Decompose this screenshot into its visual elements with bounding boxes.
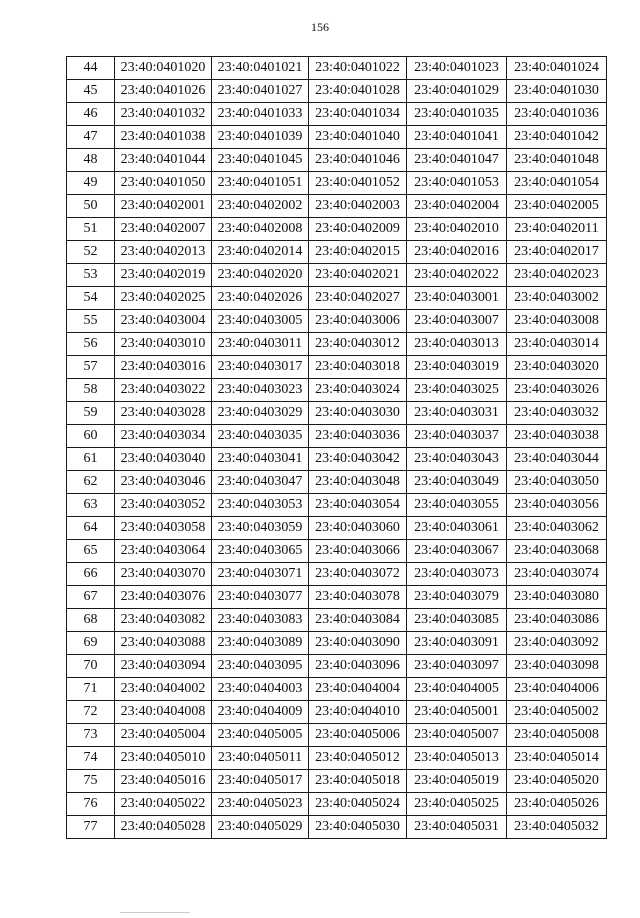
code-cell: 23:40:0403002 [507,287,607,310]
code-cell: 23:40:0403079 [407,586,507,609]
code-cell: 23:40:0401044 [115,149,212,172]
code-cell: 23:40:0403020 [507,356,607,379]
code-cell: 23:40:0403065 [212,540,309,563]
code-cell: 23:40:0402025 [115,287,212,310]
row-number-cell: 75 [67,770,115,793]
table-row [67,540,607,563]
table-row [67,310,607,333]
code-cell: 23:40:0401033 [212,103,309,126]
code-cell: 23:40:0403005 [212,310,309,333]
code-cell: 23:40:0403089 [212,632,309,655]
code-cell: 23:40:0401030 [507,80,607,103]
code-cell: 23:40:0403076 [115,586,212,609]
row-number-cell: 72 [67,701,115,724]
code-cell: 23:40:0405019 [407,770,507,793]
code-cell: 23:40:0401054 [507,172,607,195]
code-cell: 23:40:0403025 [407,379,507,402]
code-cell: 23:40:0403074 [507,563,607,586]
row-number-cell: 58 [67,379,115,402]
code-cell: 23:40:0401051 [212,172,309,195]
table-row [67,770,607,793]
code-cell: 23:40:0402023 [507,264,607,287]
code-cell: 23:40:0404008 [115,701,212,724]
row-number-cell: 51 [67,218,115,241]
code-cell: 23:40:0403054 [309,494,407,517]
code-cell: 23:40:0403006 [309,310,407,333]
code-cell: 23:40:0403073 [407,563,507,586]
code-cell: 23:40:0401039 [212,126,309,149]
row-number-cell: 65 [67,540,115,563]
code-cell: 23:40:0403007 [407,310,507,333]
code-cell: 23:40:0403088 [115,632,212,655]
code-cell: 23:40:0402001 [115,195,212,218]
code-cell: 23:40:0405026 [507,793,607,816]
code-cell: 23:40:0401050 [115,172,212,195]
table-row [67,678,607,701]
code-cell: 23:40:0403016 [115,356,212,379]
code-cell: 23:40:0403059 [212,517,309,540]
table-row [67,264,607,287]
row-number-cell: 69 [67,632,115,655]
code-cell: 23:40:0404005 [407,678,507,701]
code-cell: 23:40:0405008 [507,724,607,747]
row-number-cell: 53 [67,264,115,287]
row-number-cell: 74 [67,747,115,770]
code-cell: 23:40:0403018 [309,356,407,379]
code-cell: 23:40:0405020 [507,770,607,793]
code-cell: 23:40:0405007 [407,724,507,747]
code-cell: 23:40:0403053 [212,494,309,517]
code-cell: 23:40:0403049 [407,471,507,494]
row-number-cell: 64 [67,517,115,540]
code-cell: 23:40:0401035 [407,103,507,126]
code-cell: 23:40:0403085 [407,609,507,632]
code-cell: 23:40:0405024 [309,793,407,816]
code-cell: 23:40:0403092 [507,632,607,655]
code-cell: 23:40:0405006 [309,724,407,747]
code-cell: 23:40:0405032 [507,816,607,839]
code-cell: 23:40:0403078 [309,586,407,609]
table-row [67,80,607,103]
code-cell: 23:40:0403052 [115,494,212,517]
table-row [67,241,607,264]
row-number-cell: 68 [67,609,115,632]
code-cell: 23:40:0403043 [407,448,507,471]
table-row [67,471,607,494]
code-cell: 23:40:0403012 [309,333,407,356]
row-number-cell: 45 [67,80,115,103]
table-row [67,448,607,471]
table-row [67,402,607,425]
code-cell: 23:40:0401053 [407,172,507,195]
code-cell: 23:40:0405031 [407,816,507,839]
code-cell: 23:40:0403064 [115,540,212,563]
code-cell: 23:40:0404004 [309,678,407,701]
table-row [67,747,607,770]
table-row [67,287,607,310]
code-cell: 23:40:0403011 [212,333,309,356]
code-cell: 23:40:0401040 [309,126,407,149]
row-number-cell: 71 [67,678,115,701]
row-number-cell: 47 [67,126,115,149]
table-row [67,494,607,517]
row-number-cell: 54 [67,287,115,310]
page-number: 156 [311,20,329,34]
code-cell: 23:40:0403061 [407,517,507,540]
code-cell: 23:40:0403041 [212,448,309,471]
code-cell: 23:40:0401032 [115,103,212,126]
code-cell: 23:40:0403028 [115,402,212,425]
code-cell: 23:40:0403077 [212,586,309,609]
table-body [67,57,607,839]
code-cell: 23:40:0401027 [212,80,309,103]
table-row [67,172,607,195]
code-cell: 23:40:0403014 [507,333,607,356]
code-cell: 23:40:0403034 [115,425,212,448]
table-row [67,149,607,172]
code-cell: 23:40:0401048 [507,149,607,172]
code-cell: 23:40:0403022 [115,379,212,402]
code-cell: 23:40:0403019 [407,356,507,379]
row-number-cell: 49 [67,172,115,195]
row-number-cell: 57 [67,356,115,379]
table-row [67,609,607,632]
code-cell: 23:40:0402002 [212,195,309,218]
table-row [67,563,607,586]
code-cell: 23:40:0401036 [507,103,607,126]
code-cell: 23:40:0402011 [507,218,607,241]
code-cell: 23:40:0402007 [115,218,212,241]
row-number-cell: 60 [67,425,115,448]
code-cell: 23:40:0401026 [115,80,212,103]
code-cell: 23:40:0403067 [407,540,507,563]
table-row [67,701,607,724]
row-number-cell: 44 [67,57,115,80]
code-cell: 23:40:0403038 [507,425,607,448]
code-cell: 23:40:0401038 [115,126,212,149]
row-number-cell: 73 [67,724,115,747]
table-row [67,586,607,609]
code-cell: 23:40:0403010 [115,333,212,356]
table-row [67,793,607,816]
code-cell: 23:40:0403086 [507,609,607,632]
code-cell: 23:40:0403066 [309,540,407,563]
row-number-cell: 52 [67,241,115,264]
code-cell: 23:40:0405005 [212,724,309,747]
code-cell: 23:40:0401022 [309,57,407,80]
code-cell: 23:40:0403068 [507,540,607,563]
row-number-cell: 48 [67,149,115,172]
row-number-cell: 63 [67,494,115,517]
code-cell: 23:40:0403050 [507,471,607,494]
code-cell: 23:40:0403080 [507,586,607,609]
code-cell: 23:40:0401041 [407,126,507,149]
code-cell: 23:40:0402009 [309,218,407,241]
code-cell: 23:40:0402015 [309,241,407,264]
row-number-cell: 50 [67,195,115,218]
row-number-cell: 46 [67,103,115,126]
row-number-cell: 59 [67,402,115,425]
code-cell: 23:40:0402003 [309,195,407,218]
code-cell: 23:40:0403070 [115,563,212,586]
code-cell: 23:40:0403037 [407,425,507,448]
code-cell: 23:40:0402019 [115,264,212,287]
row-number-cell: 67 [67,586,115,609]
code-cell: 23:40:0402017 [507,241,607,264]
code-cell: 23:40:0401029 [407,80,507,103]
code-cell: 23:40:0405001 [407,701,507,724]
code-cell: 23:40:0403044 [507,448,607,471]
code-cell: 23:40:0403008 [507,310,607,333]
code-cell: 23:40:0402016 [407,241,507,264]
table-row [67,195,607,218]
code-cell: 23:40:0405022 [115,793,212,816]
table-row [67,517,607,540]
code-cell: 23:40:0402004 [407,195,507,218]
code-cell: 23:40:0402008 [212,218,309,241]
code-cell: 23:40:0404009 [212,701,309,724]
code-cell: 23:40:0402010 [407,218,507,241]
code-cell: 23:40:0403083 [212,609,309,632]
code-cell: 23:40:0403056 [507,494,607,517]
code-cell: 23:40:0401045 [212,149,309,172]
code-cell: 23:40:0403031 [407,402,507,425]
code-cell: 23:40:0401021 [212,57,309,80]
code-cell: 23:40:0405004 [115,724,212,747]
code-cell: 23:40:0403040 [115,448,212,471]
row-number-cell: 76 [67,793,115,816]
table-row [67,724,607,747]
code-cell: 23:40:0402013 [115,241,212,264]
code-cell: 23:40:0401046 [309,149,407,172]
code-cell: 23:40:0401034 [309,103,407,126]
code-cell: 23:40:0402005 [507,195,607,218]
code-cell: 23:40:0403013 [407,333,507,356]
code-cell: 23:40:0403096 [309,655,407,678]
code-cell: 23:40:0403029 [212,402,309,425]
code-cell: 23:40:0405017 [212,770,309,793]
code-cell: 23:40:0403090 [309,632,407,655]
row-number-cell: 66 [67,563,115,586]
table-row [67,57,607,80]
code-cell: 23:40:0401052 [309,172,407,195]
code-cell: 23:40:0405018 [309,770,407,793]
code-cell: 23:40:0403023 [212,379,309,402]
code-cell: 23:40:0402027 [309,287,407,310]
code-cell: 23:40:0405025 [407,793,507,816]
code-cell: 23:40:0403062 [507,517,607,540]
table-row [67,816,607,839]
code-cell: 23:40:0403046 [115,471,212,494]
table-row [67,333,607,356]
code-cell: 23:40:0403024 [309,379,407,402]
code-cell: 23:40:0403047 [212,471,309,494]
table-row [67,379,607,402]
footer-rule [120,912,190,913]
code-cell: 23:40:0405029 [212,816,309,839]
code-cell: 23:40:0403084 [309,609,407,632]
code-cell: 23:40:0401028 [309,80,407,103]
code-cell: 23:40:0403001 [407,287,507,310]
code-cell: 23:40:0405012 [309,747,407,770]
code-cell: 23:40:0405023 [212,793,309,816]
code-cell: 23:40:0403072 [309,563,407,586]
table-row [67,218,607,241]
code-cell: 23:40:0404010 [309,701,407,724]
table-row [67,632,607,655]
code-cell: 23:40:0403071 [212,563,309,586]
row-number-cell: 77 [67,816,115,839]
code-cell: 23:40:0401024 [507,57,607,80]
code-cell: 23:40:0403060 [309,517,407,540]
code-cell: 23:40:0401023 [407,57,507,80]
row-number-cell: 70 [67,655,115,678]
code-cell: 23:40:0402020 [212,264,309,287]
code-cell: 23:40:0403042 [309,448,407,471]
code-cell: 23:40:0405010 [115,747,212,770]
row-number-cell: 55 [67,310,115,333]
code-cell: 23:40:0403048 [309,471,407,494]
code-cell: 23:40:0401042 [507,126,607,149]
code-cell: 23:40:0403017 [212,356,309,379]
code-cell: 23:40:0403097 [407,655,507,678]
code-cell: 23:40:0403030 [309,402,407,425]
code-cell: 23:40:0404003 [212,678,309,701]
code-cell: 23:40:0401047 [407,149,507,172]
code-cell: 23:40:0403082 [115,609,212,632]
code-cell: 23:40:0405016 [115,770,212,793]
code-cell: 23:40:0405030 [309,816,407,839]
code-cell: 23:40:0402014 [212,241,309,264]
code-cell: 23:40:0403036 [309,425,407,448]
row-number-cell: 56 [67,333,115,356]
code-cell: 23:40:0404006 [507,678,607,701]
code-cell: 23:40:0405002 [507,701,607,724]
code-cell: 23:40:0403091 [407,632,507,655]
code-cell: 23:40:0405014 [507,747,607,770]
table-row [67,126,607,149]
code-cell: 23:40:0403026 [507,379,607,402]
code-cell: 23:40:0401020 [115,57,212,80]
code-cell: 23:40:0403058 [115,517,212,540]
code-cell: 23:40:0402021 [309,264,407,287]
code-cell: 23:40:0405011 [212,747,309,770]
code-cell: 23:40:0405013 [407,747,507,770]
code-cell: 23:40:0402022 [407,264,507,287]
row-number-cell: 61 [67,448,115,471]
cadastral-table [66,56,607,839]
code-cell: 23:40:0403004 [115,310,212,333]
code-cell: 23:40:0404002 [115,678,212,701]
code-cell: 23:40:0402026 [212,287,309,310]
code-cell: 23:40:0403055 [407,494,507,517]
table-row [67,655,607,678]
code-cell: 23:40:0403094 [115,655,212,678]
code-cell: 23:40:0403095 [212,655,309,678]
table-row [67,103,607,126]
code-cell: 23:40:0405028 [115,816,212,839]
code-cell: 23:40:0403035 [212,425,309,448]
code-cell: 23:40:0403032 [507,402,607,425]
table-row [67,356,607,379]
row-number-cell: 62 [67,471,115,494]
table-row [67,425,607,448]
code-cell: 23:40:0403098 [507,655,607,678]
